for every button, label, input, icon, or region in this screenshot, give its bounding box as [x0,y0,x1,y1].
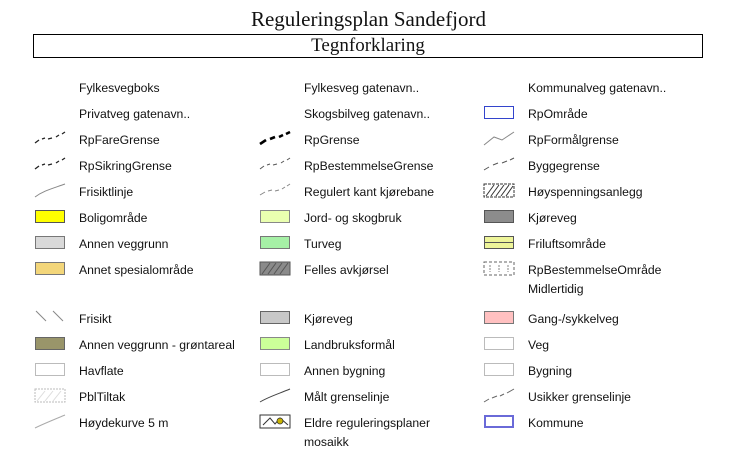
legend-label: Bygning [528,364,573,378]
color-swatch [484,337,514,350]
legend-label: Kjøreveg [528,211,577,225]
legend-label: Høyspenningsanlegg [528,185,643,199]
bold-dash-line-icon [258,131,292,147]
legend-label: Byggegrense [528,159,600,173]
legend-label: Annen bygning [304,364,386,378]
legend-label: Frisiktlinje [79,185,134,199]
dashed-box-icon [482,261,516,277]
legend-label: Landbruksformål [304,338,395,352]
color-swatch [260,311,290,324]
legend-label: Felles avkjørsel [304,263,389,277]
legend-heading: Tegnforklaring [33,34,703,58]
legend-label: Turveg [304,237,342,251]
color-swatch [35,236,65,249]
legend-label: Friluftsområde [528,237,606,251]
thin-line-icon [482,131,516,147]
color-swatch [260,337,290,350]
dashed-line-icon [482,388,516,404]
color-swatch [260,210,290,223]
legend-label-line2: mosaikk [304,435,349,449]
legend-label: Havflate [79,364,124,378]
dash-dot-line-icon [33,131,67,147]
legend-label: Regulert kant kjørebane [304,185,435,199]
double-diagonal-icon [33,310,67,326]
legend-label: Annen veggrunn - grøntareal [79,338,235,352]
mosaic-icon [258,414,292,430]
legend-label: Annen veggrunn [79,237,169,251]
legend-label: Kommunalveg gatenavn.. [528,81,667,95]
dashed-line-icon [258,183,292,199]
hatched-swatch-icon [258,261,292,277]
legend-label: Eldre reguleringsplaner [304,416,431,430]
color-swatch [484,311,514,324]
contour-line-icon [33,414,67,430]
color-swatch [35,262,65,275]
legend-label: RpSikringGrense [79,159,172,173]
legend-label: Høydekurve 5 m [79,416,169,430]
legend-label: Kommune [528,416,584,430]
legend-label-line2: Midlertidig [528,282,584,296]
thin-line-icon [33,183,67,199]
color-swatch [484,106,514,119]
legend-label: Fylkesvegboks [79,81,160,95]
solid-line-icon [258,388,292,404]
legend-label: Boligområde [79,211,148,225]
dashed-line-icon [482,157,516,173]
legend-label: Gang-/sykkelveg [528,312,619,326]
dash-dot-line-icon [33,157,67,173]
legend-label: Privatveg gatenavn.. [79,107,191,121]
color-swatch [484,415,514,428]
legend-label: RpOmråde [528,107,588,121]
legend-label: RpGrense [304,133,360,147]
color-swatch [484,210,514,223]
legend-label: Fylkesveg gatenavn.. [304,81,420,95]
dashed-line-icon [258,157,292,173]
legend-label: Jord- og skogbruk [304,211,402,225]
legend-label: Frisikt [79,312,112,326]
legend-label: Usikker grenselinje [528,390,631,404]
color-swatch [35,210,65,223]
legend-label: RpBestemmelseGrense [304,159,434,173]
legend-label: Målt grenselinje [304,390,390,404]
legend-label: Kjøreveg [304,312,353,326]
color-swatch [484,363,514,376]
hatched-box-icon [33,388,67,404]
stripe-icon [482,235,516,251]
color-swatch [35,363,65,376]
legend-label: RpBestemmelseOmråde [528,263,662,277]
hatched-box-icon [482,183,516,199]
legend-label: RpFormålgrense [528,133,619,147]
legend-label: Skogsbilveg gatenavn.. [304,107,431,121]
color-swatch [260,236,290,249]
legend-label: Veg [528,338,550,352]
legend-label: Annet spesialområde [79,263,194,277]
color-swatch [35,337,65,350]
legend-label: PblTiltak [79,390,126,404]
map-title: Reguleringsplan Sandefjord [250,7,487,31]
color-swatch [260,363,290,376]
legend-label: RpFareGrense [79,133,160,147]
